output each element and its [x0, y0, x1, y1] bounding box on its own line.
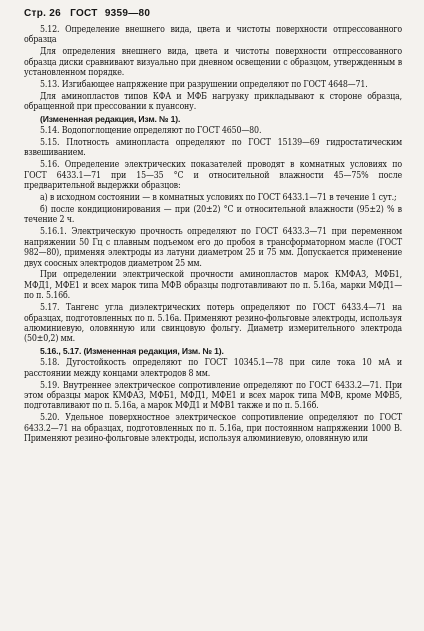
page-header	[24, 8, 402, 19]
document-body	[24, 25, 402, 444]
paragraph-5-16-1-b: При определении электрической прочности аминопластов марок КМФА3, МФБ1, МФД1, МФЕ1 и всех марок типа МФВ образцы подготавливают по п. 5.16а, марки МФД1—по п. 5.16б.	[24, 270, 402, 302]
paragraph-5-16-b: б) после кондиционирования — при (20±2) °С и относительной влажности (95±2) % в течение 2 ч.	[24, 205, 402, 226]
paragraph-5-13-a: 5.13. Изгибающее напряжение при разрушении определяют по ГОСТ 4648—71.	[40, 80, 368, 91]
section-title-5-12: 5.12. Определение внешнего вида, цвета и чистоты поверхности отпрессованного образца	[24, 25, 402, 46]
paragraph-5-16: 5.16. Определение электрических показателей проводят в комнатных условиях по ГОСТ 6433.1—71 при 15—35 °С и относительной влажности 45—75% после предварительной выдержки образцов:	[24, 160, 402, 192]
paragraph-5-12-body: Для определения внешнего вида, цвета и чистоты поверхности отпрессованного образца диски сравнивают визуально при дневном освещении с образцом, утвержденным в установленном порядке.	[24, 47, 402, 79]
standard-number: 9359—80	[104, 8, 151, 19]
paragraph-5-16-a: а) в исходном состоянии — в комнатных условиях по ГОСТ 6433.1—71 в течение 1 сут.;	[40, 193, 397, 204]
paragraph-5-14: 5.14. Водопоглощение определяют по ГОСТ 4650—80.	[40, 126, 262, 137]
paragraph-5-19: 5.19. Внутреннее электрическое сопротивление определяют по ГОСТ 6433.2—71. При этом образцы марок КМФА3, МФБ1, МФД1, МФЕ1 и всех марок типа МФВ, кроме МФВ5, подготавливают по п. 5.16а, а марок МФД1 и МФВ1 также и по п. 5.16б.	[24, 380, 402, 412]
edition-note-5-16-5-17: 5.16., 5.17. (Измененная редакция, Изм. № 1).	[40, 346, 224, 357]
paragraph-5-16-1-a: 5.16.1. Электрическую прочность определяют по ГОСТ 6433.3—71 при переменном напряжении 50 Гц с плавным подъемом его до пробоя в трансформаторном масле (ГОСТ 982—80), применяя электроды из латуни диаметром 25 и 75 мм. Допускается применение двух соосных электродов диаметром 25 мм.	[24, 227, 402, 269]
page-number: Стр. 26	[24, 8, 62, 19]
paragraph-5-13-b: Для аминопластов типов КФА и МФБ нагрузку прикладывают к стороне образца, обращенной при прессовании к пуансону.	[24, 91, 402, 113]
edition-note-5-13: (Измененная редакция, Изм. № 1).	[40, 114, 181, 125]
paragraph-5-18: 5.18. Дугостойкость определяют по ГОСТ 10345.1—78 при силе тока 10 мА и расстоянии между концами электродов 8 мм.	[24, 358, 402, 379]
paragraph-5-17: 5.17. Тангенс угла диэлектрических потерь определяют по ГОСТ 6433.4—71 на образцах, подготовленных по п. 5.16а. Применяют резино-фольговые электроды, используя алюминиевую, оловянную или свинцовую фольгу. Диаметр измерительного электрода (50±0,2) мм.	[24, 303, 402, 345]
paragraph-5-15: 5.15. Плотность аминопласта определяют по ГОСТ 15139—69 гидростатическим взвешиванием.	[24, 138, 402, 159]
gost-label: ГОСТ	[70, 8, 98, 19]
paragraph-5-20: 5.20. Удельное поверхностное электрическое сопротивление определяют по ГОСТ 6433.2—71 на образцах, подготовленных по п. 5.16а, при постоянном напряжении 1000 В. Применяют резино-фольговые электроды, используя алюминиевую, оловянную или	[24, 413, 402, 445]
